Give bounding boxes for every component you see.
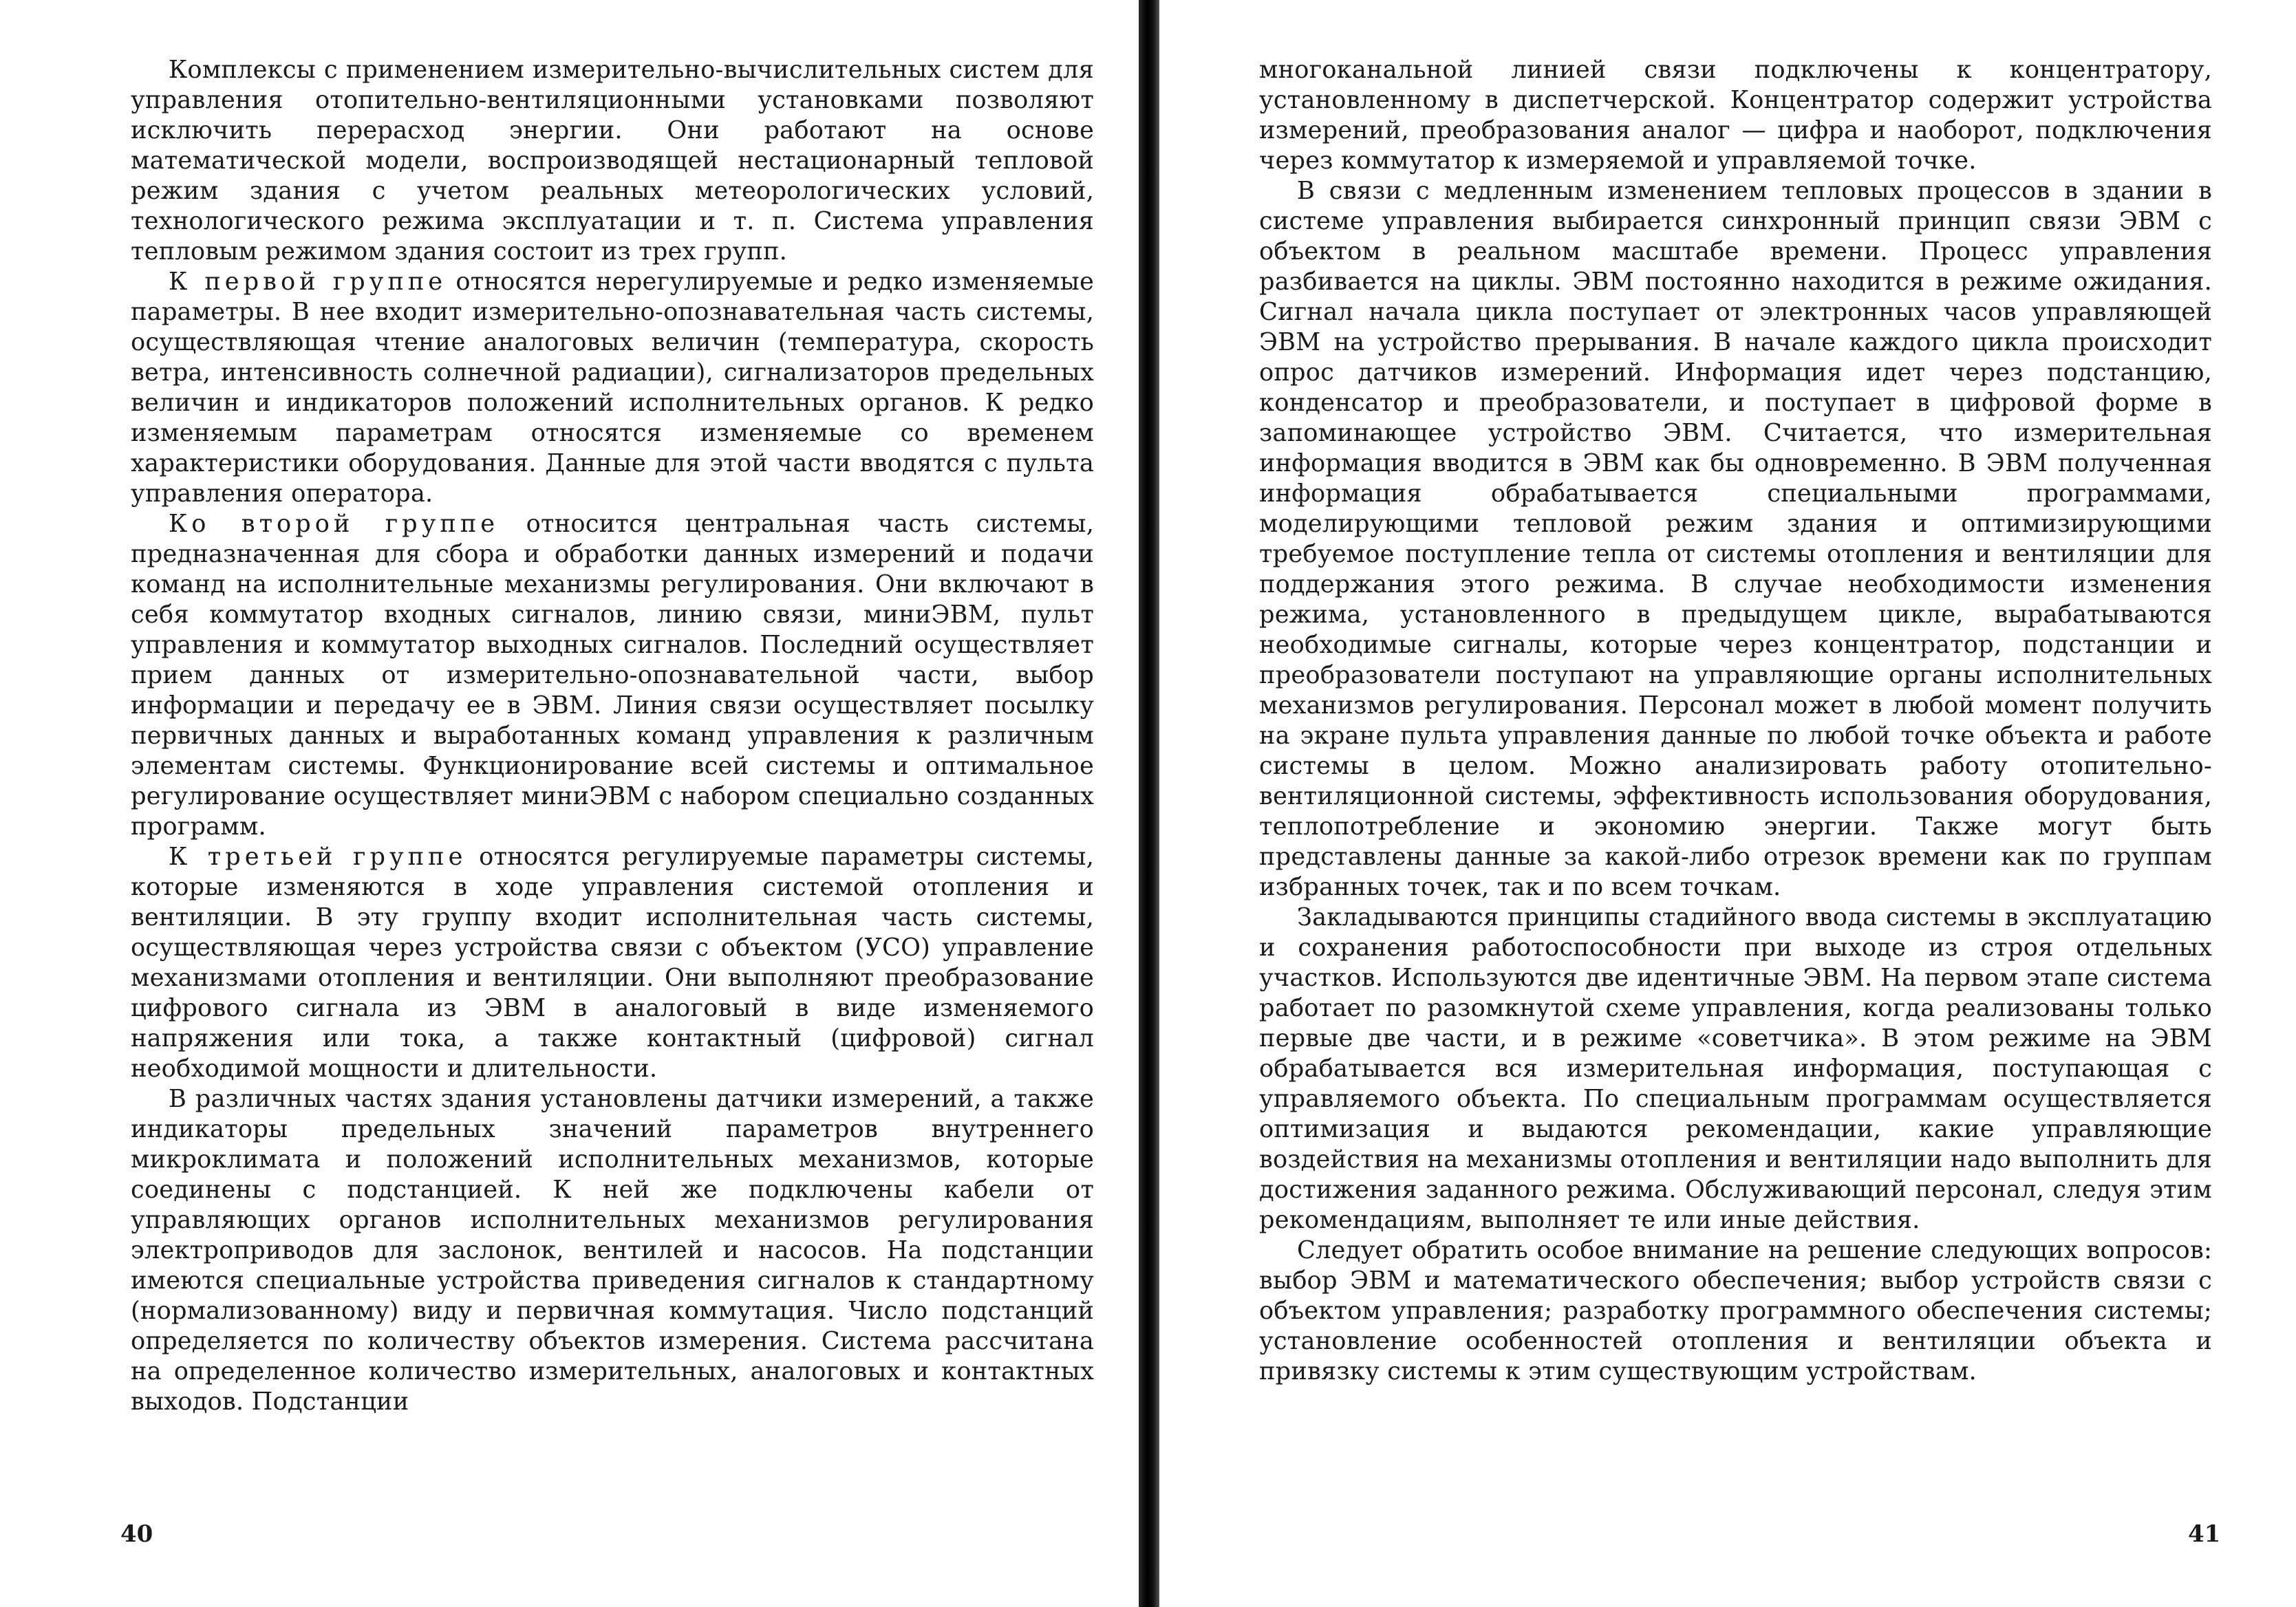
paragraph-text: относится центральная часть системы, предназначенная для сбора и обработки данных измерений и подачи команд на исполнительные механизмы регулирования. Они включают в себя коммутатор входных сигналов, линию связи, миниЭВМ, пульт управления и коммутатор выходных сигналов. Последний осуществляет прием данных от измерительно-опознавательной части, выбор информации и передачу ее в ЭВМ. Линия связи осуществляет посылку первичных данных и выработанных команд управления к различным элементам системы. Функционирование всей системы и оптимальное регулирование осуществляет миниЭВМ с набором специально созданных программ. <box>131 510 1095 841</box>
paragraph <box>131 267 1094 509</box>
paragraph <box>1259 55 2212 176</box>
paragraph <box>131 55 1094 267</box>
paragraph-text: Закладываются принципы стадийного ввода системы в эксплуатацию и сохранения работоспособности при выходе из строя отдельных участков. Используются две идентичные ЭВМ. На первом этапе система работает по разомкнутой схеме управления, когда реализованы только первые две части, и в режиме «советчика». В этом режиме на ЭВМ обрабатывается вся измерительная информация, поступающая с управляемого объекта. По специальным программам осуществляется оптимизация и выдаются рекомендации, какие управляющие воздействия на механизмы отопления и вентиляции надо выполнить для достижения заданного режима. Обслуживающий персонал, следуя этим рекомендациям, выполняет те или иные действия. <box>1259 903 2212 1234</box>
paragraph <box>131 842 1094 1084</box>
paragraph-text: относятся нерегулируемые и редко изменяемые параметры. В нее входит измерительно-опознавательная часть системы, осуществляющая чтение аналоговых величин (температура, скорость ветра, интенсивность солнечной радиации), сигнализаторов предельных величин и индикаторов положений исполнительных органов. К редко изменяемым параметрам относятся изменяемые со временем характеристики оборудования. Данные для этой части вводятся с пульта управления оператора. <box>131 268 1094 508</box>
paragraph <box>131 509 1094 842</box>
book-spine <box>1139 0 1159 1607</box>
paragraph-text: Следует обратить особое внимание на решение следующих вопросов: выбор ЭВМ и математического обеспечения; выбор устройств связи с объектом управления; разработку программного обеспечения системы; установление особенностей отопления и вентиляции объекта и привязку системы к этим существующим устройствам. <box>1259 1236 2212 1385</box>
paragraph-text: В различных частях здания установлены датчики измерений, а также индикаторы предельных значений параметров внутреннего микроклимата и положений исполнительных механизмов, которые соединены с подстанцией. К ней же подключены кабели от управляющих органов исполнительных механизмов регулирования электроприводов для заслонок, вентилей и насосов. На подстанции имеются специальные устройства приведения сигналов к стандартному (нормализованному) виду и первичная коммутация. Число подстанций определяется по количеству объектов измерения. Система рассчитана на определенное количество измерительных, аналоговых и контактных выходов. Подстанции <box>131 1085 1094 1416</box>
group-heading: К третьей группе <box>169 843 467 871</box>
right-page-text <box>1259 55 2212 1387</box>
group-heading: К первой группе <box>169 268 447 296</box>
paragraph-text: В связи с медленным изменением тепловых процессов в здании в системе управления выбирается синхронный принцип связи ЭВМ с объектом в реальном масштабе времени. Процесс управления разбивается на циклы. ЭВМ постоянно находится в режиме ожидания. Сигнал начала цикла поступает от электронных часов управляющей ЭВМ на устройство прерывания. В начале каждого цикла происходит опрос датчиков измерений. Информация идет через подстанцию, конденсатор и преобразователи, и поступает в цифровой форме в запоминающее устройство ЭВМ. Считается, что измерительная информация вводится в ЭВМ как бы одновременно. В ЭВМ полученная информация обрабатывается специальными программами, моделирующими тепловой режим здания и оптимизирующими требуемое поступление тепла от системы отопления и вентиляции для поддержания этого режима. В случае необходимости изменения режима, установленного в предыдущем цикле, вырабатываются необходимые сигналы, которые через концентратор, подстанции и преобразователи поступают на управляющие органы исполнительных механизмов регулирования. Персонал может в любой момент получить на экране пульта управления данные по любой точке объекта и работе системы в целом. Можно анализировать работу отопительно-вентиляционной системы, эффективность использования оборудования, теплопотребление и экономию энергии. Также могут быть представлены данные за какой-либо отрезок времени как по группам избранных точек, так и по всем точкам. <box>1259 177 2212 901</box>
page-number: 41 <box>2188 1520 2221 1548</box>
paragraph <box>131 1084 1094 1417</box>
group-heading: Ко второй группе <box>169 510 500 538</box>
paragraph <box>1259 176 2212 903</box>
page-number: 40 <box>120 1520 153 1548</box>
paragraph-text: относятся регулируемые параметры системы, которые изменяются в ходе управления системой отопления и вентиляции. В эту группу входит исполнительная часть системы, осуществляющая через устройства связи с объектом (УСО) управление механизмами отопления и вентиляции. Они выполняют преобразование цифрового сигнала из ЭВМ в аналоговый в виде изменяемого напряжения или тока, а также контактный (цифровой) сигнал необходимой мощности и длительности. <box>131 843 1094 1083</box>
right-page <box>1170 0 2296 1607</box>
paragraph <box>1259 903 2212 1236</box>
left-page <box>0 0 1135 1607</box>
left-page-text <box>131 55 1094 1417</box>
paragraph-text: Комплексы с применением измерительно-вычислительных систем для управления отопительно-вентиляционными установками позволяют исключить перерасход энергии. Они работают на основе математической модели, воспроизводящей нестационарный тепловой режим здания с учетом реальных метеорологических условий, технологического режима эксплуатации и т. п. Система управления тепловым режимом здания состоит из трех групп. <box>131 56 1094 266</box>
paragraph-text: многоканальной линией связи подключены к концентратору, установленному в диспетчерской. Концентратор содержит устройства измерений, преобразования аналог — цифра и наоборот, подключения через коммутатор к измеряемой и управляемой точке. <box>1259 56 2212 175</box>
paragraph <box>1259 1236 2212 1387</box>
